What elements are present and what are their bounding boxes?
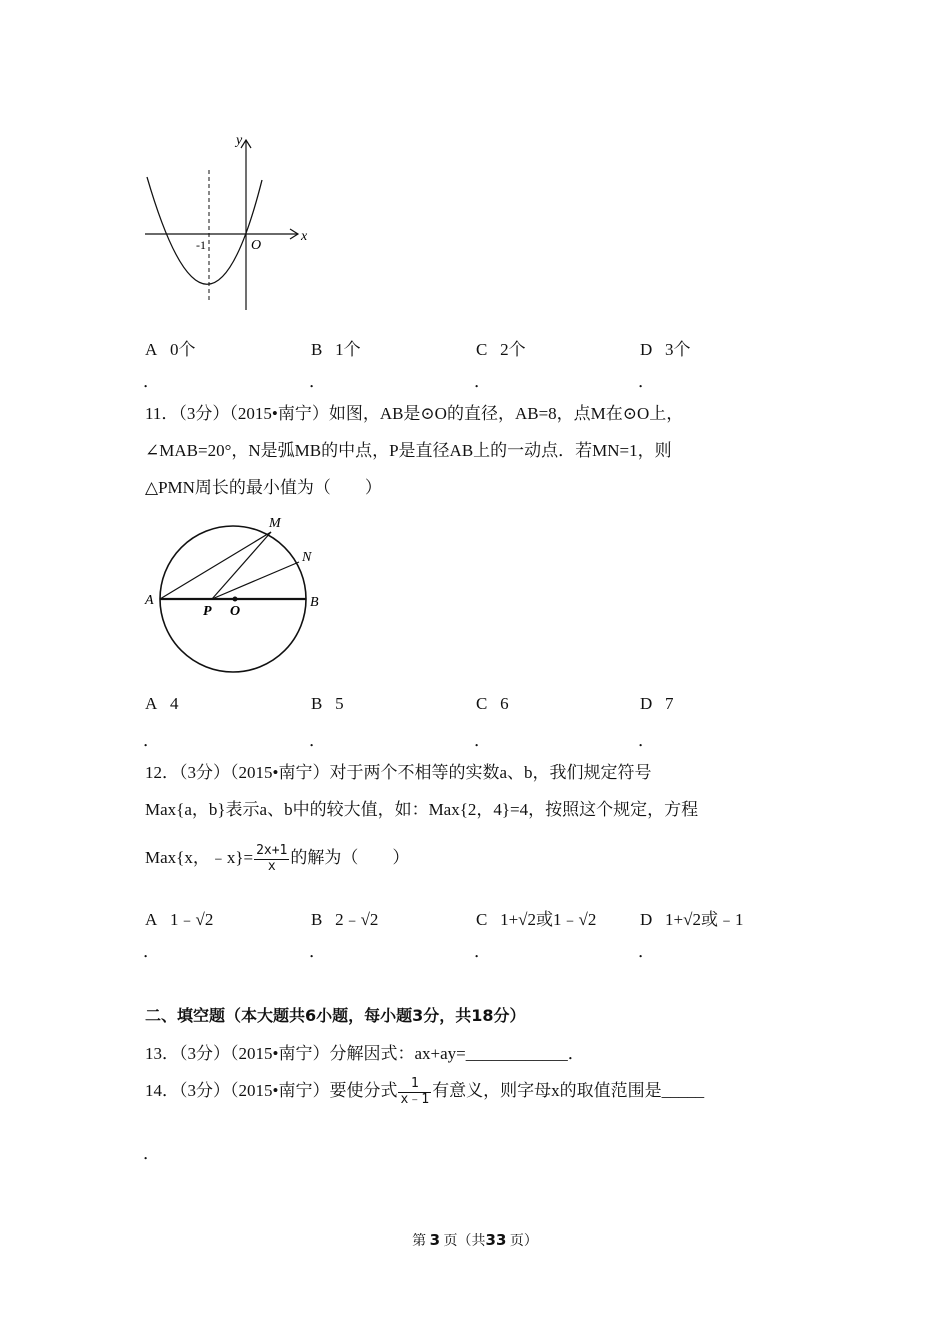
q11-option-d: D 7 [640,694,674,713]
q12-line-3: Max{x，﹣x}= $\frac{2x+1}{x}$ 的解为（ ） [145,842,410,874]
q11-option-c: C 6 [476,694,509,713]
q11-option-a: A 4 [145,694,179,713]
q12-option-c: C 1+√2或1﹣√2 [476,910,597,929]
x-axis-label: x [301,229,308,244]
label-p: P [203,604,212,619]
q12-option-a: A 1﹣√2 [145,910,214,929]
q11-option-b: B 5 [311,694,344,713]
section-2-title: 二、填空题（本大题共6小题，每小题3分，共18分） [145,1006,526,1025]
q12-option-b: B 2﹣√2 [311,910,379,929]
q10-option-b: B 1个 [311,340,361,359]
parabola-figure [140,130,320,315]
label-n: N [302,550,312,565]
segment-pm [212,532,271,599]
q11-line-1: 11．（3分）（2015•南宁）如图，AB是⊙O的直径，AB=8，点M在⊙O上， [145,404,684,423]
label-a: A [145,593,154,608]
q10-dot-c: ． [474,372,491,391]
q11-line-3: △PMN周长的最小值为（ ） [145,478,382,497]
q14-fraction: $\frac{1}{x﹣1}$ [400,1075,430,1107]
q11-dot-c: ． [474,731,491,750]
q14-end: ． [143,1144,160,1163]
q12-option-d: D 1+√2或﹣1 [640,910,744,929]
q11-dot-d: ． [638,731,655,750]
page-total: 33 [485,1231,507,1249]
q11-dot-a: ． [143,731,160,750]
q13-line: 13．（3分）（2015•南宁）分解因式：ax+ay=____________． [145,1044,585,1063]
q12-dot-c: ． [474,942,491,961]
y-axis-label: y [236,133,243,148]
neg-one-label: -1 [196,238,206,252]
q10-dot-b: ． [309,372,326,391]
q11-line-2: ∠MAB=20°，N是弧MB的中点，P是直径AB上的一动点．若MN=1，则 [145,441,672,460]
q14-line: 14．（3分）（2015•南宁）要使分式 $\frac{1}{x﹣1}$ 有意义，则字母x的取值范围是_____ [145,1075,705,1107]
q12-fraction: $\frac{2x+1}{x}$ [256,842,288,874]
label-b: B [310,595,319,610]
page-footer: 第 3 页（共33 页） [412,1231,538,1249]
segment-pn [212,562,299,599]
q12-dot-b: ． [309,942,326,961]
q10-option-c: C 2个 [476,340,526,359]
circle-figure [140,510,340,680]
page-number: 3 [429,1231,441,1249]
q10-option-d: D 3个 [640,340,691,359]
q10-option-a: A 0个 [145,340,196,359]
label-m: M [269,516,281,531]
q10-dot-a: ． [143,372,160,391]
label-o: O [230,604,241,619]
q12-line-2: Max{a，b}表示a、b中的较大值，如：Max{2，4}=4，按照这个规定，方程 [145,800,699,819]
q12-dot-a: ． [143,942,160,961]
segment-am [160,532,271,599]
parabola-curve [147,177,262,284]
q12-dot-d: ． [638,942,655,961]
center-point [233,597,238,602]
q11-dot-b: ． [309,731,326,750]
origin-label: O [251,238,262,253]
q12-line-1: 12．（3分）（2015•南宁）对于两个不相等的实数a、b，我们规定符号 [145,763,652,782]
q10-dot-d: ． [638,372,655,391]
